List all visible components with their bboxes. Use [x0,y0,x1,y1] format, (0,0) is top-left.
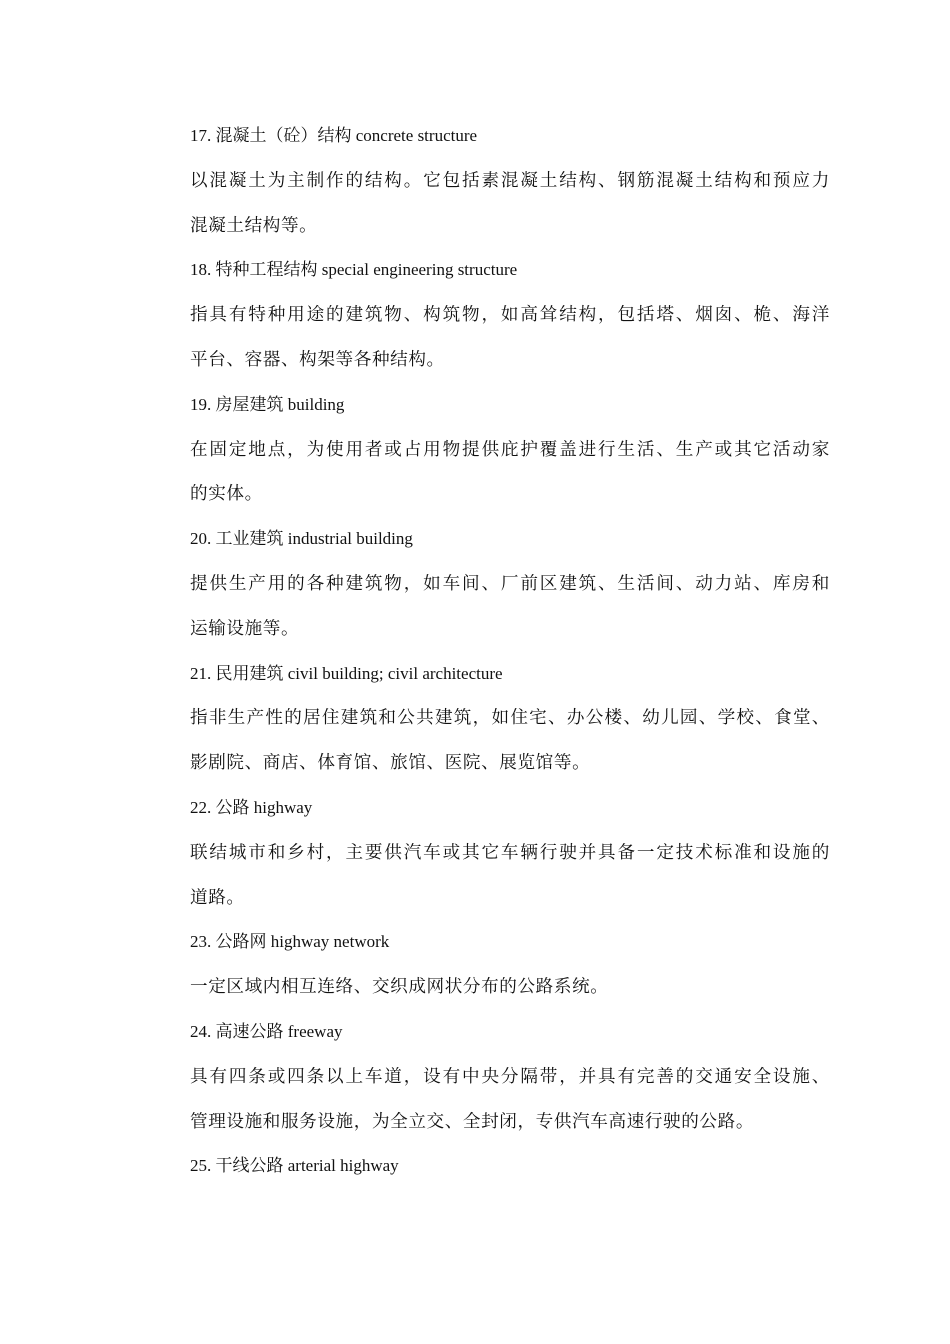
term-title-25: 25. 干线公路 arterial highway [190,1156,399,1176]
term-definition-24-line-1: 具有四条或四条以上车道，设有中央分隔带，并具有完善的交通安全设施、 [190,1066,830,1087]
glossary-content [190,114,830,1189]
term-definition-23-line-1: 一定区域内相互连络、交织成网状分布的公路系统。 [190,977,609,998]
term-title-24: 24. 高速公路 freeway [190,1021,343,1041]
term-definition-21-line-1: 指非生产性的居住建筑和公共建筑，如住宅、办公楼、幼儿园、学校、食堂、 [190,708,830,729]
term-definition-22-line-1: 联结城市和乡村，主要供汽车或其它车辆行驶并具备一定技术标准和设施的 [190,842,830,863]
term-title-22: 22. 公路 highway [190,797,313,817]
term-definition-18-line-2: 平台、容器、构架等各种结构。 [190,349,445,370]
term-definition-20-line-2: 运输设施等。 [190,618,300,639]
term-title-18: 18. 特种工程结构 special engineering structure [190,260,518,280]
term-title-17: 17. 混凝土（砼）结构 concrete structure [190,126,478,145]
term-definition-19-line-1: 在固定地点，为使用者或占用物提供庇护覆盖进行生活、生产或其它活动家 [190,439,830,460]
term-definition-20-line-1: 提供生产用的各种建筑物，如车间、厂前区建筑、生活间、动力站、库房和 [190,573,830,594]
term-title-21: 21. 民用建筑 civil building; civil architecture [190,663,503,683]
term-definition-22-line-2: 道路。 [190,887,245,908]
term-definition-17-line-1: 以混凝土为主制作的结构。它包括素混凝土结构、钢筋混凝土结构和预应力 [190,170,830,191]
term-definition-19-line-2: 的实体。 [190,484,263,505]
term-title-20: 20. 工业建筑 industrial building [190,529,413,549]
term-definition-17-line-2: 混凝土结构等。 [190,215,318,236]
term-definition-24-line-2: 管理设施和服务设施，为全立交、全封闭，专供汽车高速行驶的公路。 [190,1111,755,1132]
term-definition-21-line-2: 影剧院、商店、体育馆、旅馆、医院、展览馆等。 [190,753,591,774]
term-definition-18-line-1: 指具有特种用途的建筑物、构筑物，如高耸结构，包括塔、烟囱、桅、海洋 [190,305,830,326]
term-title-23: 23. 公路网 highway network [190,932,390,952]
term-title-19: 19. 房屋建筑 building [190,394,345,414]
